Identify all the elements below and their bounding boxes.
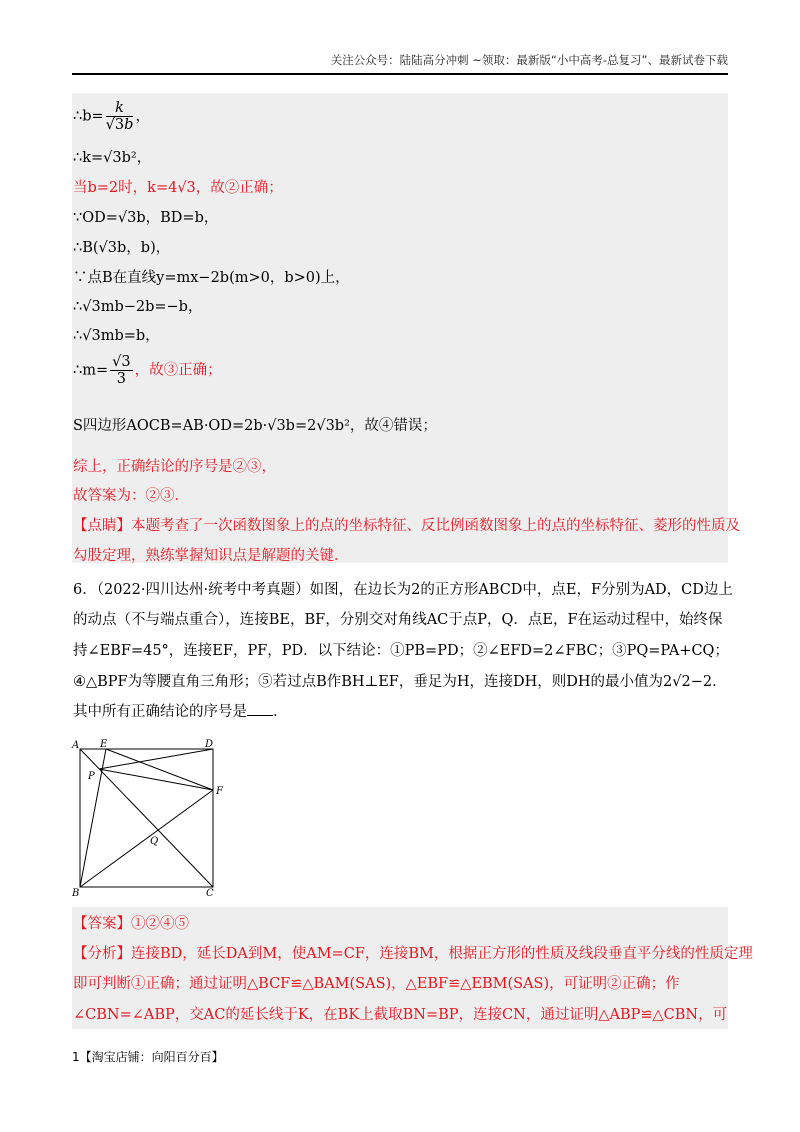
question-text: 其中所有正确结论的序号是 bbox=[73, 704, 247, 720]
label-E: E bbox=[100, 739, 108, 750]
solution-line-2: ∴k=√3b²， bbox=[73, 150, 152, 166]
page-footer: 1【淘宝店铺：向阳百分百】 bbox=[72, 1050, 224, 1064]
math-text: ∴b= bbox=[73, 108, 104, 125]
solution-line-7: ∴√3mb−2b=−b， bbox=[73, 299, 203, 315]
fraction-numerator: k bbox=[106, 100, 134, 117]
solution-line-4: ∵OD=√3b，BD=b， bbox=[73, 210, 219, 226]
header-rule bbox=[72, 73, 728, 75]
question-line-2: 的动点（不与端点重合），连接BE，BF，分别交对角线AC于点P，Q．点E，F在运动过程中，始终保 bbox=[73, 612, 723, 628]
label-P: P bbox=[88, 771, 95, 782]
math-text: ， bbox=[135, 108, 150, 125]
answer-blank bbox=[247, 715, 273, 716]
fraction-denominator: 3 bbox=[116, 371, 126, 387]
solution-line-1 bbox=[73, 100, 150, 133]
solution-line-6: ∵点B在直线y=mx−2b(m>0，b>0)上， bbox=[73, 270, 350, 286]
solution-line-8: ∴√3mb=b， bbox=[73, 328, 160, 344]
solution-line-14: 勾股定理，熟练掌握知识点是解题的关键． bbox=[73, 548, 349, 564]
fraction-numerator: √3 bbox=[112, 354, 131, 370]
answer-line-3: 即可判断①正确；通过证明△BCF≌△BAM(SAS)，△EBF≌△EBM(SAS)，可证明②正确；作 bbox=[73, 976, 680, 992]
question-line-4: ④△BPF为等腰直角三角形；⑤若过点B作BH⊥EF，垂足为H，连接DH，则DH的最小值为2√2−2． bbox=[73, 674, 727, 690]
label-Q: Q bbox=[150, 836, 159, 847]
label-F: F bbox=[216, 786, 223, 797]
question-text: ． bbox=[273, 704, 288, 720]
label-A: A bbox=[72, 740, 80, 751]
solution-line-5: ∴B(√3b，b)， bbox=[73, 240, 171, 256]
solution-line-12: 故答案为：②③． bbox=[73, 488, 189, 504]
fraction-denominator-root: √3 bbox=[105, 117, 125, 133]
question-line-5 bbox=[73, 702, 288, 722]
question-line-1: 6．（2022·四川达州·统考中考真题）如图，在边长为2的正方形ABCD中，点E，F分别为AD，CD边上 bbox=[73, 582, 733, 598]
page-header: 关注公众号：陆陆高分冲刺 ~领取：最新版“小中高考-总复习”、最新试卷下载 bbox=[330, 53, 728, 67]
conclusion-text: ，故③正确； bbox=[134, 362, 222, 379]
answer-line-1: 【答案】①②④⑤ bbox=[73, 916, 189, 932]
geometry-figure bbox=[68, 736, 228, 898]
solution-line-13: 【点睛】本题考查了一次函数图象上的点的坐标特征、反比例函数图象上的点的坐标特征、菱形的性质及 bbox=[73, 518, 740, 534]
label-C: C bbox=[206, 888, 214, 898]
solution-line-10: S四边形AOCB=AB·OD=2b·√3b=2√3b²，故④错误； bbox=[73, 418, 437, 434]
question-line-3: 持∠EBF=45°，连接EF，PF，PD．以下结论：①PB=PD；②∠EFD=2∠FBC；③PQ=PA+CQ； bbox=[73, 643, 729, 659]
label-B: B bbox=[72, 888, 80, 898]
solution-line-11: 综上，正确结论的序号是②③， bbox=[73, 459, 276, 475]
fraction bbox=[110, 354, 132, 387]
fraction bbox=[106, 100, 134, 133]
solution-line-9 bbox=[73, 354, 222, 387]
math-text: ∴m= bbox=[73, 362, 109, 379]
answer-line-4: ∠CBN=∠ABP，交AC的延长线于K，在BK上截取BN=BP，连接CN，通过证明△ABP≌△CBN，可 bbox=[73, 1007, 728, 1023]
solution-line-3: 当b=2时，k=4√3，故②正确； bbox=[73, 180, 283, 196]
fraction-denominator-var: b bbox=[124, 117, 134, 133]
answer-line-2: 【分析】连接BD，延长DA到M，使AM=CF，连接BM，根据正方形的性质及线段垂直平分线的性质定理 bbox=[73, 946, 753, 962]
label-D: D bbox=[205, 739, 214, 750]
